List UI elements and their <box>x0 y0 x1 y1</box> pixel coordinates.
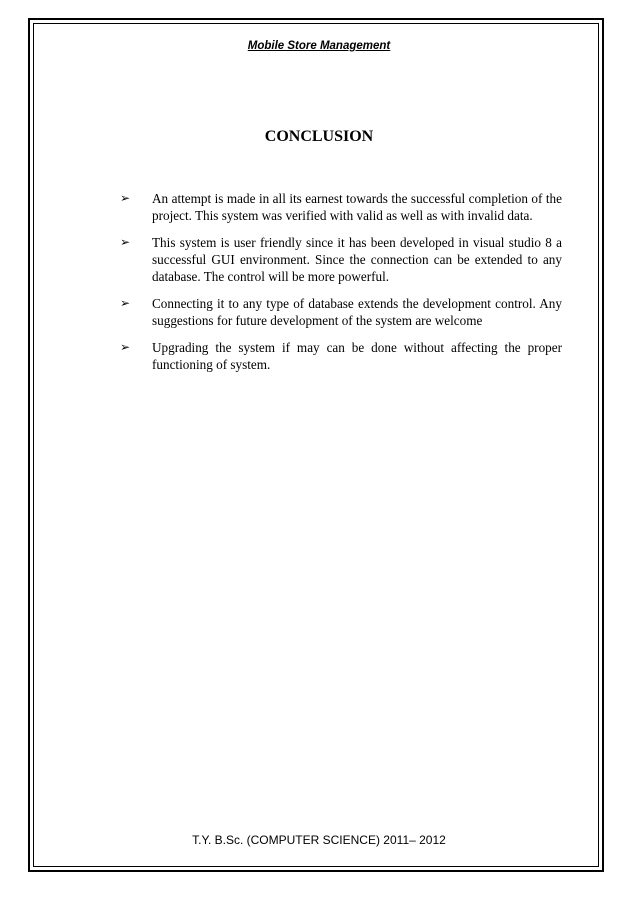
running-footer: T.Y. B.Sc. (COMPUTER SCIENCE) 2011– 2012 <box>192 833 446 847</box>
running-header: Mobile Store Management <box>247 40 391 52</box>
list-item <box>116 190 562 224</box>
list-item <box>116 339 562 373</box>
section-heading: CONCLUSION <box>264 128 374 145</box>
page-border-inner <box>33 23 599 867</box>
arrowhead-bullet-icon: ➢ <box>120 235 131 249</box>
list-item-text: This system is user friendly since it has been developed in visual studio 8 a successful GUI environment. Since the connection can be extended to any database. The control will be more powerful. <box>152 235 562 284</box>
list-item <box>116 234 562 285</box>
arrowhead-bullet-icon: ➢ <box>120 340 131 354</box>
arrowhead-bullet-icon: ➢ <box>120 191 131 205</box>
list-item-text: An attempt is made in all its earnest towards the successful completion of the project. This system was verified with valid as well as with invalid data. <box>152 191 562 223</box>
conclusion-list <box>116 190 562 383</box>
list-item-text: Connecting it to any type of database extends the development control. Any suggestions for future development of the system are welcome <box>152 296 562 328</box>
arrowhead-bullet-icon: ➢ <box>120 296 131 310</box>
list-item <box>116 295 562 329</box>
list-item-text: Upgrading the system if may can be done without affecting the proper functioning of system. <box>152 340 562 372</box>
